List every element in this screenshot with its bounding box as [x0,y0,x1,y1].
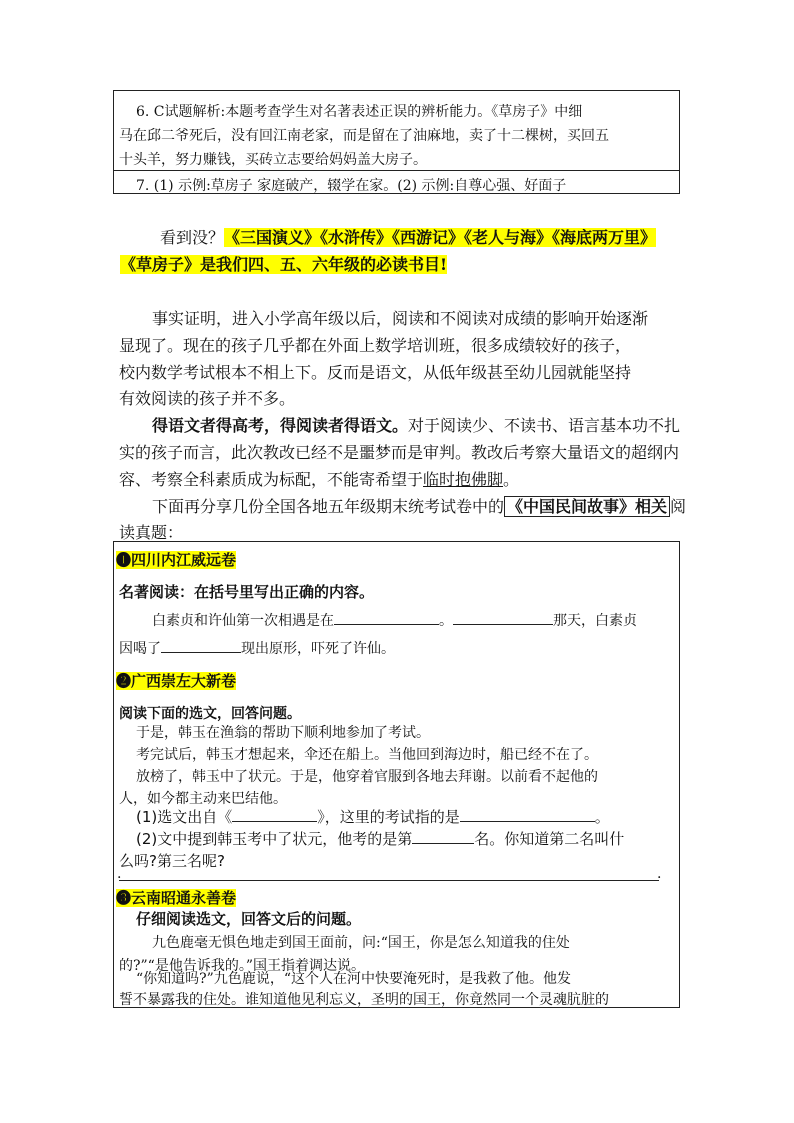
sec2-q2-a: (2)文中提到韩玉考中了状元，他考的是第 [136,830,413,848]
para3-boxed-title: 《中国民间故事》相关 [504,496,670,517]
sec2-question-2-cont: 么吗?第三名呢? [119,852,225,870]
para1-line-1: 事实证明，进入小学高年级以后，阅读和不阅读对成绩的影响开始逐渐 [152,309,649,328]
sec3-passage-2: 的?”“是他告诉我的。”国王指着调达说。 [119,958,365,974]
sec2-dot-left: . [117,866,122,882]
sec2-q1-a: (1)选文出自《 [136,808,233,826]
sec2-q1-b: 》，这里的考试指的是 [317,808,460,826]
sec2-blank-3[interactable] [412,829,474,844]
book-list-intro: 看到没？ [160,228,225,247]
sec1-question-2 [119,638,395,658]
para2-line-1 [152,413,680,436]
sec1-blank-2[interactable] [453,610,553,625]
sec1-q1-c: 那天，白素贞 [553,613,637,629]
para1-line-4: 有效阅读的孩子并不多。 [119,389,296,408]
sec1-q2-a: 因喝了 [119,641,161,657]
para3-line-1 [152,494,686,517]
book-list-highlight-2: 《草房子》是我们四、五、六年级的必读书目! [120,255,448,274]
answer-line-3: 十头羊，努力赚钱，买砖立志要给妈妈盖大房子。 [119,152,427,168]
sec1-blank-1[interactable] [334,610,439,625]
sec3-passage-4: 誓不暴露我的住处。谁知道他见利忘义，圣明的国王，你竟然同一个灵魂肮脏的 [119,992,609,1008]
sec2-question-1 [136,806,610,827]
sec2-blank-1[interactable] [232,807,317,822]
sec2-q2-b: 名。你知道第二名叫什 [474,830,625,848]
para1-line-3: 校内数学考试根本不相上下。反而是语文，从低年级甚至幼儿园就能坚持 [119,363,632,382]
para2-line-3-a: 容、考察全科素质成为标配，不能寄希望于 [119,470,424,489]
answer-separator [113,170,680,171]
sec2-passage-3: 放榜了，韩玉中了状元。于是，他穿着官服到各地去拜谢。以前看不起他的 [136,769,598,785]
sec2-q1-c: 。 [594,808,610,826]
sec3-passage-3: “你知道吗?”九色鹿说，“这个人在河中快要淹死时，是我救了他。他发 [136,971,571,987]
para2-line-1-rest: 对于阅读少、不读书、语言基本功不扎 [408,416,681,435]
sec3-title: 仔细阅读选文，回答文后的问题。 [136,910,362,928]
sec3-passage-1: 九色鹿毫无惧色地走到国王面前，问:“国王，你是怎么知道我的住处 [152,935,570,951]
para3-line-2: 读真题： [119,523,184,542]
sec1-header [116,549,236,570]
sec2-question-2 [136,828,624,849]
para3-line-1-a: 下面再分享几份全国各地五年级期末统考试卷中的 [152,497,505,516]
sec2-title: 阅读下面的选文，回答问题。 [119,706,301,722]
para3-line-1-b: 阅 [670,497,687,516]
sec1-header-text: ❶四川内江威远卷 [116,551,237,569]
sec2-dot-right: . [657,866,662,882]
answer-line-1: 6. C试题解析:本题考查学生对名著表述正误的辨析能力。《草房子》中细 [136,104,583,120]
answer-line-2: 马在邱二爷死后，没有回江南老家，而是留在了油麻地，卖了十二棵树，买回五 [119,128,609,144]
sec1-question-1 [152,610,637,630]
sec2-header-text: ❷广西崇左大新卷 [116,672,237,690]
sec3-header-text: ❸云南昭通永善卷 [116,889,237,907]
sec2-header [116,670,236,691]
para2-line-3-b: 。 [503,470,520,489]
sec1-q1-a: 白素贞和许仙第一次相遇是在 [152,613,334,629]
sec2-passage-4: 人，如今都主动来巴结他。 [119,791,287,807]
sec2-passage-1: 于是，韩玉在渔翁的帮助下顺利地参加了考试。 [136,725,430,741]
book-list-line-2 [120,252,447,275]
book-list-highlight-1: 《三国演义》《水浒传》《西游记》《老人与海》《海底两万里》 [224,228,657,247]
sec2-passage-2: 考完试后，韩玉才想起来，伞还在船上。当他回到海边时，船已经不在了。 [136,747,598,763]
book-list-line-1 [160,225,656,248]
para2-line-2: 实的孩子而言，此次教改已经不是噩梦而是审判。教改后考察大量语文的超纲内 [119,443,680,462]
para2-bold: 得语文者得高考，得阅读者得语文。 [152,416,409,435]
para2-underlined: 临时抱佛脚 [423,470,504,489]
sec3-header [116,887,236,908]
answer-line-4: 7. (1) 示例:草房子 家庭破产，辍学在家。(2) 示例:自尊心强、好面子 [136,178,567,194]
sec2-answer-line[interactable] [119,880,659,881]
para1-line-2: 显现了。现在的孩子几乎都在外面上数学培训班，很多成绩较好的孩子， [119,336,632,355]
sec1-q1-b: 。 [439,613,453,629]
sec1-q2-b: 现出原形，吓死了许仙。 [241,641,395,657]
sec1-blank-3[interactable] [161,638,241,653]
sec1-title: 名著阅读：在括号里写出正确的内容。 [119,583,375,601]
sec2-blank-2[interactable] [460,807,595,822]
para2-line-3 [119,467,519,490]
